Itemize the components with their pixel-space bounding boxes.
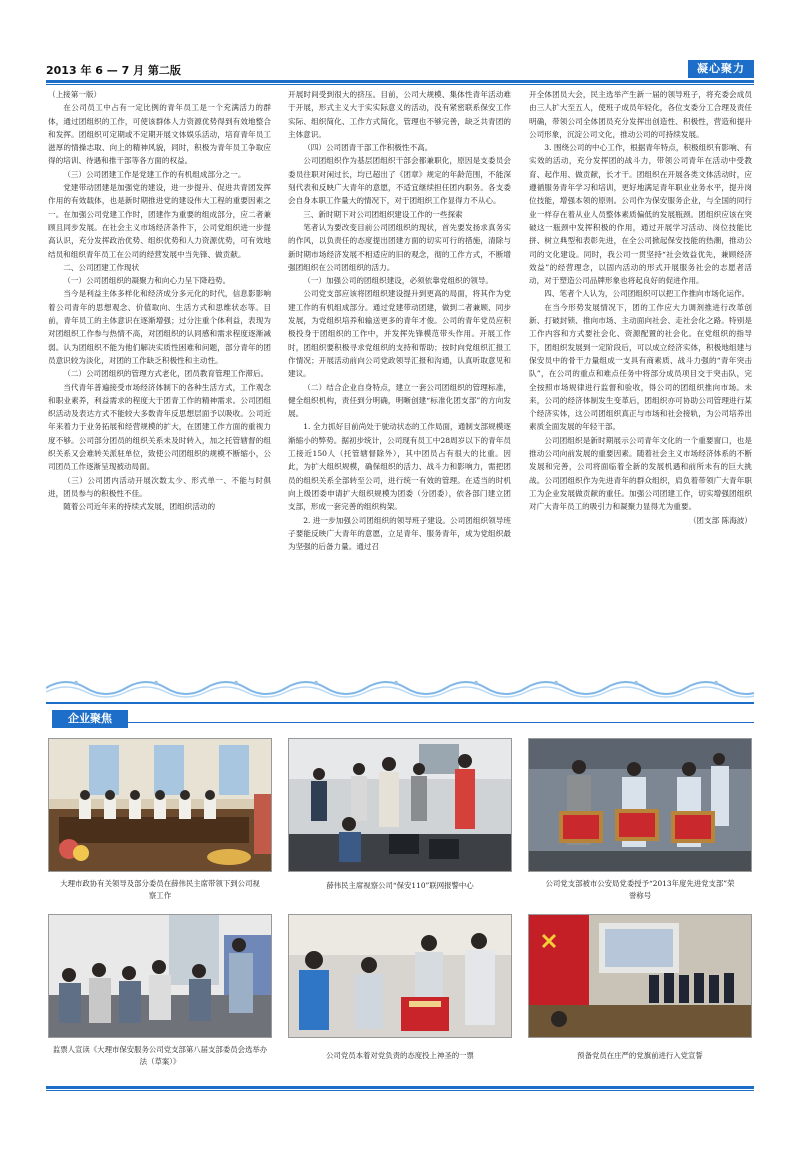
article-paragraph: （四）公司团青干部工作积极性不高。 (303, 143, 433, 153)
article-paragraph: 在当今形势发展情况下，团的工作应大力调剂推进行改革创新、打破封锁、推向市场、主动面向社会、走社会化之路。特别是工作内容和方式要社会化、资源配置的社会化。在党组织的指导下，团组织发展到一定阶段后，可以成立经济实体，积极地组建与保安员中的骨干力量组成一支具有商素质、战斗力强的“青年突击队”，在公司的重点和难点任务中将部分成员项目交于突击队，完全按照市场规律进行监督和验收，得公司的团组织推向市场。未来，公司的经济体制发生变革后，团组织亦可协助公司管理进行某个经济实体，这公司团组织真正与市场和社会接轨，为公司培养出素质全面发展的年轻干部。 (529, 302, 752, 432)
photo-advanced-branch-award (528, 738, 752, 872)
page-header (46, 60, 754, 80)
photo-alarm-center-visit (288, 738, 512, 872)
photo-caption: 监票人宣读《大理市保安服务公司党支部第八届支部委员会选举办法（草案）》 (52, 1045, 268, 1066)
column-brand-badge: 凝心聚力 (688, 60, 754, 78)
article-paragraph: （一）加强公司的团组织建设，必须依靠党组织的领导。 (303, 276, 494, 286)
article-paragraph: 1. 全力抓好目前尚处于驶动状态的工作局面，通制支部规模逐渐缩小的弊势。据初步统计，公司现有员工中28周岁以下的青年员工接近150人（托管辖督除外），其中团员占有很大的比重。因此，为扩大组织规模，确保组织的活力、战斗力和影响力，需把团员的组织关系全部转至公司，进行统一有效的管理。在适当的时机向上级团委申请扩大组织规模为团委（分团委），依各部门建立团支部，形成一套完善的组织构架。 (288, 422, 511, 512)
article-column-3 (529, 88, 752, 672)
article-paragraph: 公司团组织作为基层团组织干部会都兼职化，原因是支委员会委员往职对闲过长，均已超出了《团章》规定的年龄范围，不能深刻代表和反映广大青年的意愿，不适宜继续担任团内职务。各支委会自身本职工作量大的情况下，对于团组织工作显得力不从心。 (288, 156, 511, 206)
article-paragraph: （上接第一版） (48, 90, 102, 99)
header-divider-thin (46, 84, 754, 85)
article-paragraph: （一）公司团组织的凝聚力和向心力呈下降趋势。 (63, 276, 231, 286)
photo-caption: 预备党员在庄严的党旗前进行入党宣誓 (577, 1051, 703, 1060)
article-paragraph: 公司党支部应该将团组织建设提升到更高的局面，将其作为党建工作的有机组成部分。通过党建带动团建，做到二者兼顾、同步发展，为党组织培养和输送更多的青年才俊。公司的青年党员应积极投身于团组织的工作中，并发挥先锋模范带头作用。开展工作时，团组织要积极寻求党组织的支持和帮助；按时向党组织汇报工作情况；开展活动前向公司党政领导汇报和沟通，认真听取意见和建议。 (288, 289, 511, 379)
article-heading: 二、公司团建工作现状 (63, 262, 140, 272)
article-paragraph: 党建带动团建是加强党的建设，进一步提升、促进共青团发挥作用的有效载体，也是新时期推进党的建设伟大工程的重要因素之一。在加强公司党建工作时，团建作为重要的组成部分，应二者兼顾且同步发展。在社会主义市场经济条件下，公司党组织进一步提高认识，充分发挥政治优势、组织优势和人力资源优势，可有效地结员和组织青年员工在公司的经营发展中当先锋、做贡献。 (48, 183, 271, 259)
footer-divider-thin (46, 1090, 754, 1091)
header-divider (46, 80, 754, 83)
photo-caption: 公司党员本着对党负责的态度投上神圣的一票 (326, 1051, 474, 1060)
article-paragraph: 开全体团员大会，民主选举产生新一届的领导班子，将充委会成员由三人扩大至五人，使班子成员年轻化，各位支委分工合理及责任明确，带领公司全体团员充分发挥出创造性、积极性，营造和提升公司形象，沉淀公司文化，推动公司的可持续发展。 (529, 90, 752, 139)
photo-inspection-meeting (48, 738, 272, 872)
photo-ballot-casting (288, 914, 512, 1038)
article-author: （团支部 陈海波） (688, 515, 752, 525)
article-paragraph: 2. 进一步加强公司团组织的领导班子建设。公司团组织领导班子要能反映广大青年的意愿，立足青年、服务青年，成为党组织最为坚强的后备力量。通过召 (288, 515, 511, 552)
photo-caption: 薛伟民主席视察公司“保安110”联网报警中心 (326, 881, 474, 890)
article-paragraph: 3. 围绕公司的中心工作，根据青年特点，积极组织有影响、有实效的活动，充分发挥团的战斗力，带领公司青年在活动中受教育、起作用、做贡献，长才干。团组织在开展各类文体活动时，应遵循服务青年学习和培训，更好地满足青年职业业务水平，提升岗位技能，增强本领的原则。公司作为保安服务企业，与全国的同行业一样存在着从业人员整体素质偏低的发展瓶颈。团组织应该在突破这一瓶颈中发挥积极的作用，通过开展学习活动、岗位技能比拼、树立典型和表彰先进，在全公司掀起保安技能的热潮，推动公司的文化建设。同时，我公司一贯坚持“社会效益优先，兼顾经济效益”的经营理念，以固内活动的形式开展服务社会的志愿者活动，对于塑造公司品牌形象也将起良好的促进作用。 (529, 143, 752, 286)
article-paragraph: 当代青年普遍接受市场经济体制下的各种生活方式，工作观念和职业素养，利益需求的程度大于团青工作的精神需求。公司团组织活动及表达方式不能较大多数青年反思想层面予以吸收。公司近年来着力于业务拓展和经营规模的扩大，在团建工作方面的重视力度不够。公司部分团员的组织关系未及时转入，加之托管辖督的组织关系又会难转关派驻单位，致使公司团组织的规模不断缩小，公司团员工作逐渐呈现被动局面。 (48, 382, 271, 472)
photo-caption: 公司党支部被市公安局党委授予“2013年度先进党支部”荣誉称号 (545, 879, 735, 900)
article-paragraph: （二）公司团组织的管理方式老化，团员教育管理工作滞后。 (63, 369, 269, 379)
article-paragraph: 笔者认为要改变目前公司团组织的现状，首先要发扬求真务实的作风，以负责任的态度提出团建方面的切实可行的措施，清除与新时期市场经济发展不相适应的旧的观念，彻的工作方式，不断增强团组织在公司团组织的活力。 (288, 222, 511, 272)
section-divider (46, 702, 754, 704)
article-column-2 (288, 88, 511, 672)
article-paragraph: （三）公司团建工作是党建工作的有机组成部分之一。 (63, 169, 246, 179)
article-column-1 (48, 88, 271, 672)
photo-caption: 大理市政协有关领导及部分委员在薛伟民主席带领下到公司视察工作 (60, 879, 260, 900)
article-paragraph: 公司团组织是新时期展示公司青年文化的一个重要窗口，也是推动公司向前发展的重要因素。随着社会主义市场经济体系的不断发展和完善，公司将面临着全新的发展机遇和前所未有的巨大挑战。公司团组织作为先进青年的群众组织，肩负着带领广大青年职工为企业发展做贡献的重任。加强公司团建工作，切实增强团组织对广大青年员工的吸引力和凝聚力显得尤为重要。 (529, 435, 752, 512)
section-title-rule (128, 722, 754, 723)
issue-date: 2013 年 6 — 7 月 第二版 (46, 64, 181, 77)
article-paragraph: 随着公司近年来的持续式发展，团组织活动的 (63, 502, 216, 512)
article-paragraph: 当今是利益主体多样化和经济成分多元化的时代，信息影影响着公司青年的思想观念、价值取向、生活方式和思维状态等。目前，青年员工的主体意识在逐渐增强；过分注重个体利益，表现为对团组织工作参与热情不高，对团组织的认同感和需求程度逐渐减弱。认为团组织不能为他们解决实质性困难和问题，部分青年的团员意识较为淡化，对团的工作缺乏积极性和主动性。 (48, 289, 271, 365)
article-paragraph: （二）结合企业自身特点，建立一套公司团组织的管理标准，健全组织机构，责任到分明确，明晰创建“标准化团支部”的方向发展。 (288, 382, 511, 419)
article-paragraph: 在公司员工中占有一定比例的青年员工是一个充满活力的群体，通过团组织的工作，可使该群体人力资源优势得到有效地整合和发挥。团组织可定期或不定期开展文体娱乐活动，培育青年员工滋厚的情操志取、向上的精神风貌，同时，积极为青年员工争取应得的培训、待遇和推干部等各方面的权益。 (48, 103, 271, 166)
footer-divider (46, 1086, 754, 1089)
article-paragraph: 开展时间受到很大的挤压。目前，公司大规模、集体性青年活动难于开展，形式主义大于实实际意义的活动，没有紧密联系保安工作实际、组织简化、工作方式简化，管理也不够完善，缺乏共青团的主体意识。 (288, 90, 511, 139)
article-body (48, 88, 752, 672)
article-heading: 三、新时期下对公司团组织建设工作的一些探索 (303, 209, 463, 219)
article-paragraph: （三）公司团内活动开展次数太少、形式单一、不能与时俱进，团员参与的积极性不佳。 (48, 475, 271, 498)
photo-election-rules-reading (48, 914, 272, 1038)
photo-party-oath (528, 914, 752, 1038)
article-heading: 四、笔者个人认为，公司团组织可以把工作推向市场化运作。 (544, 289, 750, 299)
section-title-enterprise-focus: 企业聚焦 (52, 710, 128, 728)
wave-divider (46, 674, 754, 700)
